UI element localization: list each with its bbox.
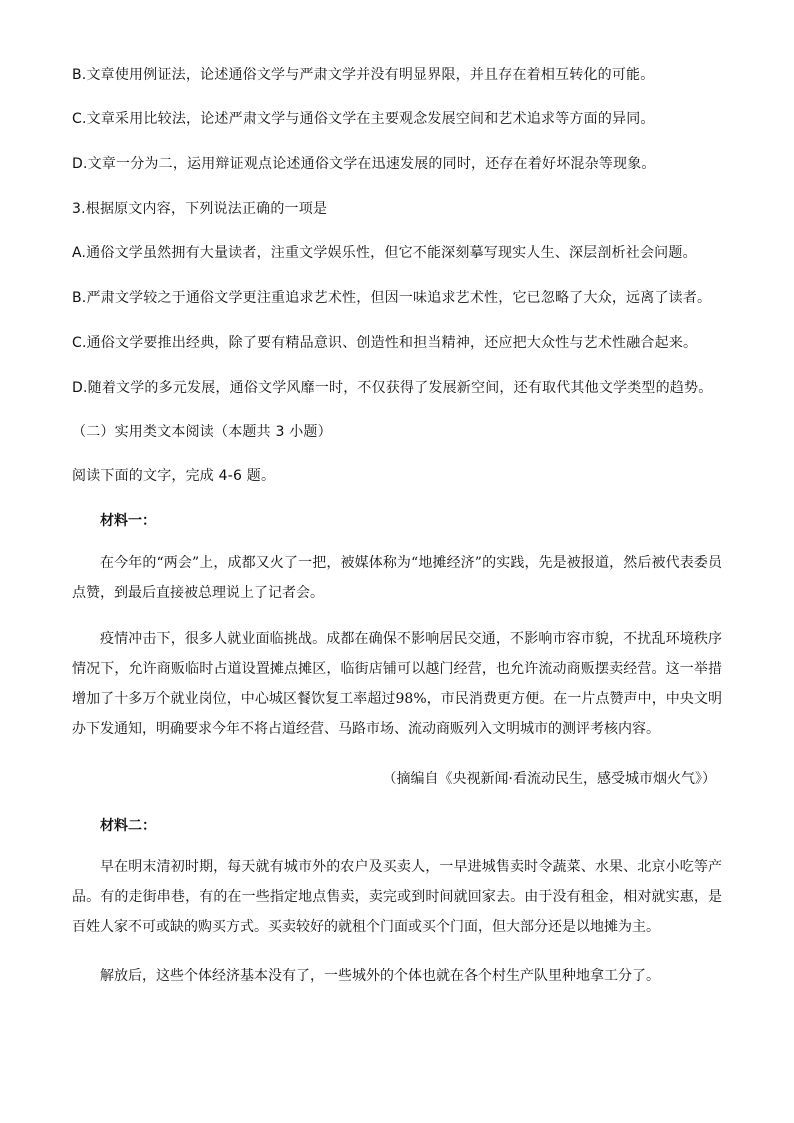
option-b-q2: B.文章使用例证法，论述通俗文学与严肃文学并没有明显界限，并且存在着相互转化的可能。 bbox=[72, 67, 655, 83]
material-2-paragraph-1: 早在明末清初时期，每天就有城市外的农户及买卖人，一早进城售卖时令蔬菜、水果、北京小吃等产品。有的走街串巷，有的在一些指定地点售卖，卖完或到时间就回家去。由于没有租金，相对就实惠，是百姓人家不可或缺的购买方式。买卖较好的就租个门面或买个门面，但大部分还是以地摊为主。 bbox=[72, 859, 722, 935]
section-heading: （二）实用类文本阅读（本题共 3 小题） bbox=[72, 424, 332, 440]
material-2-title: 材料二： bbox=[100, 818, 156, 834]
material-1-paragraph-1: 在今年的“两会”上，成都又火了一把，被媒体称为“地摊经济”的实践，先是被报道，然后被代表委员点赞，到最后直接被总理说上了记者会。 bbox=[72, 555, 722, 601]
material-1-title: 材料一： bbox=[100, 513, 156, 529]
option-c-q2: C.文章采用比较法，论述严肃文学与通俗文学在主要观念发展空间和艺术追求等方面的异同。 bbox=[72, 111, 655, 127]
option-a-q3: A.通俗文学虽然拥有大量读者，注重文学娱乐性，但它不能深刻摹写现实人生、深层剖析社会问题。 bbox=[72, 245, 697, 261]
material-2-paragraph-2: 解放后，这些个体经济基本没有了，一些城外的个体也就在各个村生产队里种地拿工分了。 bbox=[100, 968, 660, 984]
option-c-q3: C.通俗文学要推出经典，除了要有精品意识、创造性和担当精神，还应把大众性与艺术性融合起来。 bbox=[72, 335, 698, 351]
option-d-q3: D.随着文学的多元发展，通俗文学风靡一时，不仅获得了发展新空间，还有取代其他文学类型的趋势。 bbox=[72, 380, 713, 396]
section-instruction: 阅读下面的文字，完成 4-6 题。 bbox=[72, 468, 276, 484]
option-d-q2: D.文章一分为二，运用辩证观点论述通俗文学在迅速发展的同时，还存在着好坏混杂等现象。 bbox=[72, 156, 656, 172]
option-b-q3: B.严肃文学较之于通俗文学更注重追求艺术性，但因一味追求艺术性，它已忽略了大众，远离了读者。 bbox=[72, 290, 712, 306]
material-1-source: （摘编自《央视新闻·看流动民生，感受城市烟火气》） bbox=[382, 771, 716, 787]
question-3-stem: 3.根据原文内容，下列说法正确的一项是 bbox=[72, 201, 328, 217]
material-1-paragraph-2: 疫情冲击下，很多人就业面临挑战。成都在确保不影响居民交通，不影响市容市貌，不扰乱环境秩序情况下，允许商贩临时占道设置摊点摊区，临街店铺可以越门经营，也允许流动商贩摆卖经营。这一举措增加了十多万个就业岗位，中心城区餐饮复工率超过98%，市民消费更方便。在一片点赞声中，中央文明办下发通知，明确要求今年不将占道经营、马路市场、流动商贩列入文明城市的测评考核内容。 bbox=[72, 631, 722, 737]
